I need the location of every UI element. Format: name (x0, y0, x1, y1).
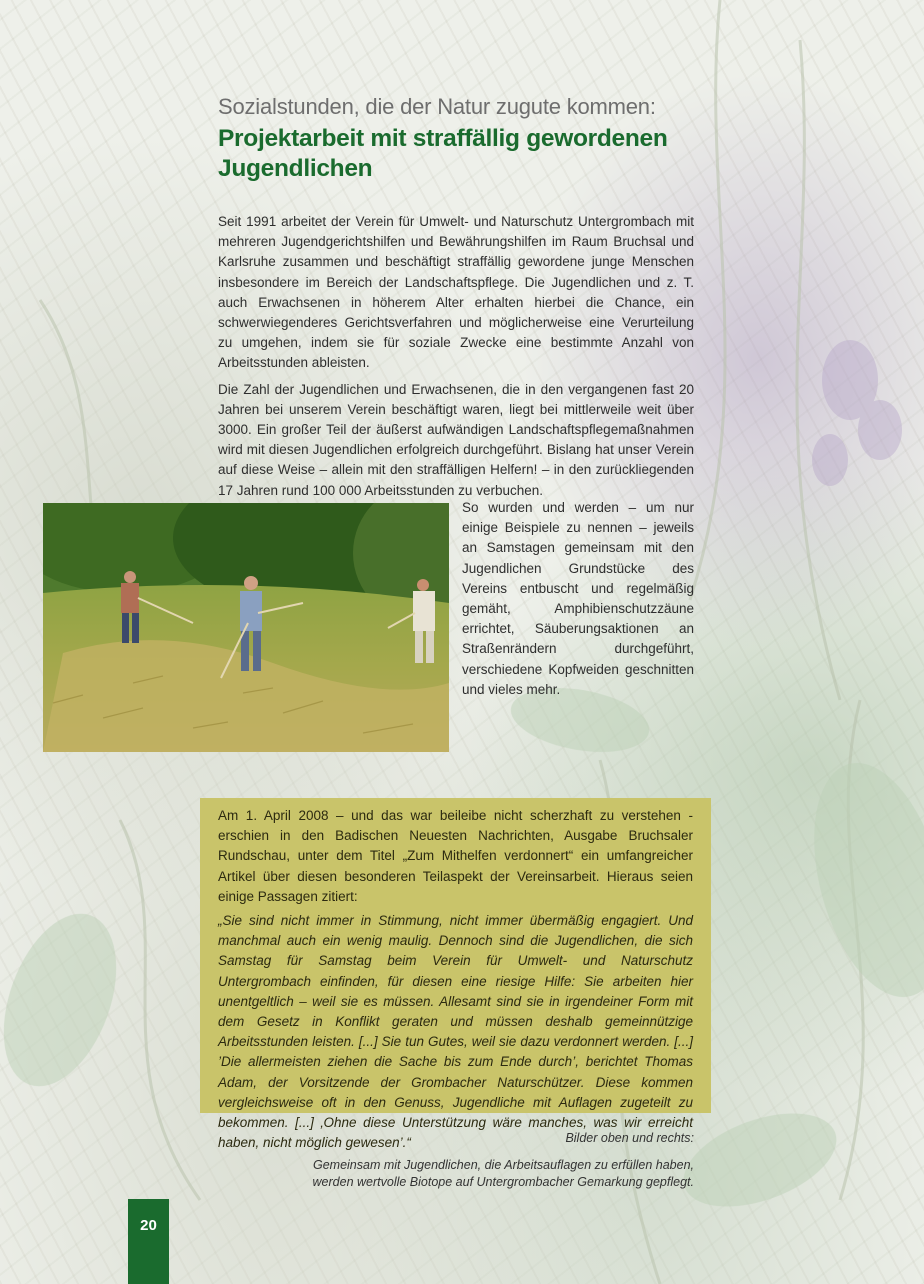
article-title (218, 124, 718, 184)
side-paragraph: So wurden und werden – um nur einige Beispiele zu nennen – jeweils an Samstagen gemeinsam mit den Jugendlichen Grundstücke des Vereins entbuscht und regelmäßig gemäht, Amphibienschutzzäune errichtet, Säuberungsaktionen an Straßenrändern durchgeführt, verschiedene Kopfweiden geschnitten und vieles mehr. (462, 500, 694, 697)
body-paragraph-1: Seit 1991 arbeitet der Verein für Umwelt- und Naturschutz Untergrombach mit mehreren Jugendgerichtshilfen und Bewährungshilfen im Raum Bruchsal und Karlsruhe zusammen und beschäftigt straffällig gewordene junge Menschen insbesondere im Bereich der Landschaftspflege. Die Jugendlichen und z. T. auch Erwachsenen in höherem Alter erhalten hierbei die Chance, ein schwerwiegenderes Gerichtsverfahren und möglicherweise eine Verurteilung zu umgehen, indem sie für soziale Zwecke eine bestimmte Anzahl von Arbeitsstunden ableisten. (218, 214, 694, 371)
body-paragraph-2: Die Zahl der Jugendlichen und Erwachsenen, die in den vergangenen fast 20 Jahren bei unserem Verein beschäftigt waren, liegt bei mittlerweile weit über 3000. Ein großer Teil der äußerst aufwändigen Landschaftspflegemaßnahmen wird mit diesen Jugendlichen erfolgreich durchgeführt. Bislang hat unser Verein auf diese Weise – allein mit den straffälligen Helfern! – in den zurückliegenden 17 Jahren rund 100 000 Arbeitsstunden zu verbuchen. (218, 381, 694, 498)
caption-line-2: Gemeinsam mit Jugendlichen, die Arbeitsauflagen zu erfüllen haben, (312, 1157, 694, 1172)
article-supertitle: Sozialstunden, die der Natur zugute kommen: (218, 94, 656, 119)
caption-line-1: Bilder oben und rechts: (565, 1131, 694, 1145)
photo-mowing-meadow (43, 503, 449, 752)
caption-line-3: werden wertvolle Biotope auf Untergrombacher Gemarkung gepflegt. (312, 1175, 694, 1189)
article-title-line-2: Jugendlichen (218, 155, 373, 182)
quote-intro: Am 1. April 2008 – und das war beileibe nicht scherzhaft zu verstehen - erschien in den Badischen Neuesten Nachrichten, Ausgabe Bruchsaler Rundschau, unter dem Titel „Zum Mithelfen verdonnert“ ein umfangreicher Artikel über diesen besonderen Teilaspekt der Vereinsarbeit. Hieraus seien einige Passagen zitiert: (218, 808, 693, 904)
article-body (218, 212, 694, 507)
page-number: 20 (128, 1199, 169, 1284)
article-header (218, 92, 718, 184)
quote-text: „Sie sind nicht immer in Stimmung, nicht immer übermäßig engagiert. Und manchmal auch ein wenig maulig. Dennoch sind die Jugendlichen, die sich Samstag für Samstag beim Verein für Umwelt- und Naturschutz Untergrombach einfinden, für diesen eine riesige Hilfe: Sie arbeiten hier unentgeltlich – weil sie es müssen. Allesamt sind sie in irgendeiner Form mit dem Gesetz in Konflikt geraten und müssen deshalb gemeinnützige Arbeitsstunden leisten. [...] Sie tun Gutes, weil sie dazu verdonnert werden. [...] ’Die allermeisten ziehen die Sache bis zum Ende durch’, berichtet Thomas Adam, der Vorsitzende der Grombacher Naturschützer. Diese kommen vergleichsweise oft in den Genuss, Jugendliche mit Auflagen zugeteilt zu bekommen. [...] ‚Ohne diese Unterstützung wäre manches, was wir erreicht haben, nicht möglich gewesen’.“ (218, 913, 693, 1151)
article-title-line-1: Projektarbeit mit straffällig gewordenen (218, 125, 668, 152)
photo-caption (264, 1130, 694, 1192)
